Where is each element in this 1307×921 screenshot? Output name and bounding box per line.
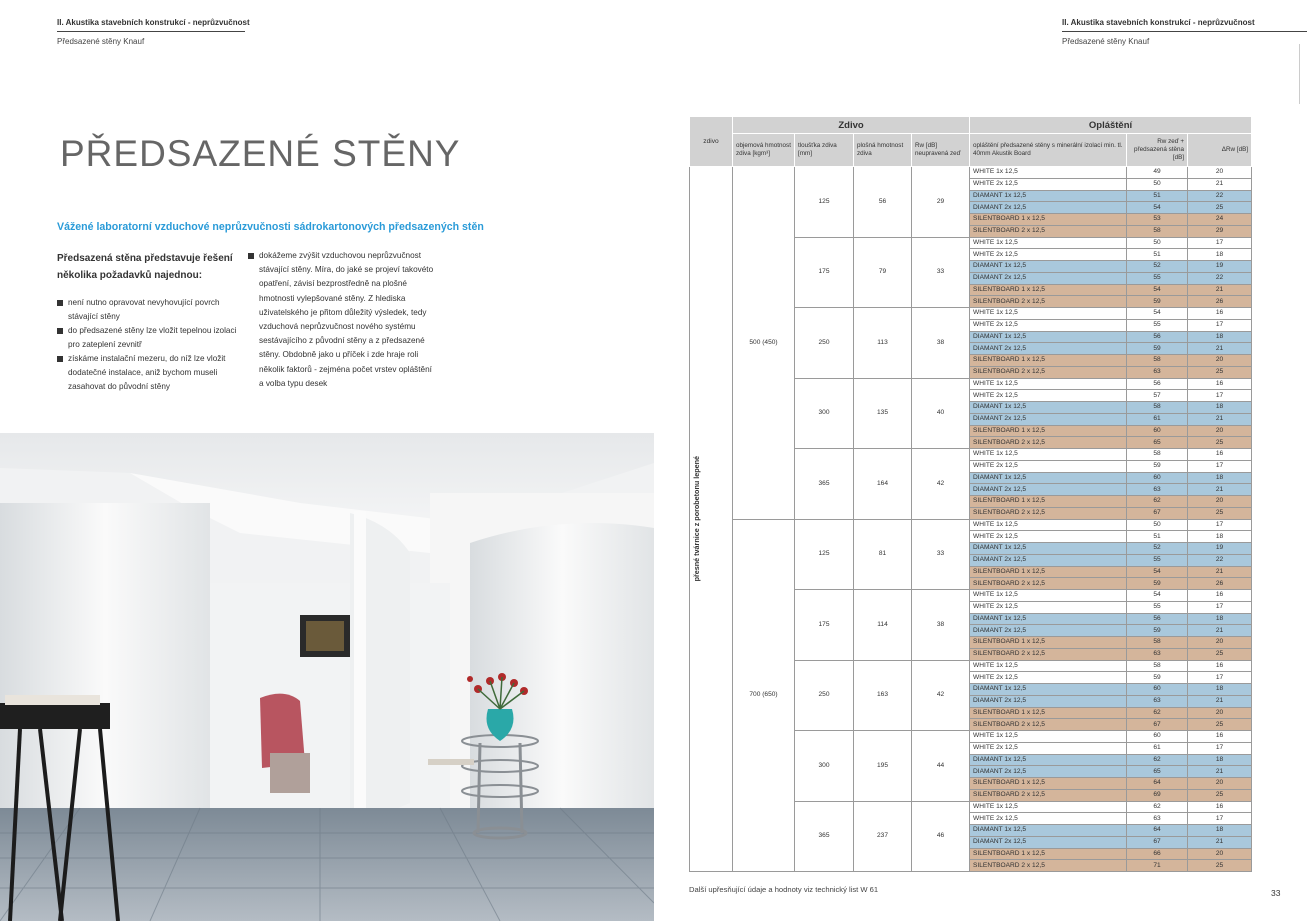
delta-cell: 25 — [1188, 648, 1252, 660]
delta-cell: 20 — [1188, 707, 1252, 719]
delta-cell: 22 — [1188, 272, 1252, 284]
mass-cell: 114 — [854, 590, 912, 661]
rw-total-cell: 58 — [1127, 637, 1188, 649]
panel-cell: DIAMANT 1x 12,5 — [970, 331, 1127, 343]
rw-total-cell: 62 — [1127, 801, 1188, 813]
rw-total-cell: 59 — [1127, 672, 1188, 684]
delta-cell: 21 — [1188, 695, 1252, 707]
right-header-subsection: Předsazené stěny Knauf — [1062, 37, 1150, 46]
delta-cell: 20 — [1188, 637, 1252, 649]
right-header-section: II. Akustika stavebních konstrukcí - neprůzvučnost — [1062, 18, 1255, 27]
lede-text: Předsazená stěna představuje řešení několika požadavků najednou: — [57, 253, 233, 281]
left-header-section: II. Akustika stavebních konstrukcí - neprůzvučnost — [57, 18, 250, 27]
rw-total-cell: 50 — [1127, 519, 1188, 531]
mass-cell: 163 — [854, 660, 912, 731]
delta-cell: 17 — [1188, 742, 1252, 754]
delta-cell: 17 — [1188, 237, 1252, 249]
mass-cell: 164 — [854, 449, 912, 520]
rw-total-cell: 60 — [1127, 425, 1188, 437]
list-item: do předsazené stěny lze vložit tepelnou izolaci pro zateplení zevnitř — [57, 324, 247, 352]
col-density: objemová hmotnost zdiva [kgm³] — [733, 134, 795, 167]
delta-cell: 25 — [1188, 860, 1252, 872]
delta-cell: 16 — [1188, 378, 1252, 390]
group-oplasteni: Opláštění — [970, 117, 1252, 134]
panel-cell: SILENTBOARD 2 x 12,5 — [970, 648, 1127, 660]
panel-cell: DIAMANT 1x 12,5 — [970, 825, 1127, 837]
mass-cell: 79 — [854, 237, 912, 308]
group-zdivo: Zdivo — [733, 117, 970, 134]
rw-total-cell: 64 — [1127, 778, 1188, 790]
footnote: Další upřesňující údaje a hodnoty viz technický list W 61 — [689, 885, 879, 894]
delta-cell: 21 — [1188, 343, 1252, 355]
delta-cell: 19 — [1188, 543, 1252, 555]
panel-cell: WHITE 1x 12,5 — [970, 519, 1127, 531]
panel-cell: DIAMANT 2x 12,5 — [970, 836, 1127, 848]
panel-cell: WHITE 1x 12,5 — [970, 660, 1127, 672]
panel-cell: DIAMANT 1x 12,5 — [970, 402, 1127, 414]
rw-cell: 44 — [912, 731, 970, 802]
rw-total-cell: 54 — [1127, 308, 1188, 320]
col-mass: plošná hmotnost zdiva — [854, 134, 912, 167]
delta-cell: 20 — [1188, 355, 1252, 367]
rw-total-cell: 58 — [1127, 402, 1188, 414]
delta-cell: 18 — [1188, 249, 1252, 261]
panel-cell: WHITE 2x 12,5 — [970, 813, 1127, 825]
delta-cell: 18 — [1188, 472, 1252, 484]
rw-cell: 42 — [912, 449, 970, 520]
rw-total-cell: 52 — [1127, 543, 1188, 555]
mass-cell: 81 — [854, 519, 912, 590]
rw-total-cell: 64 — [1127, 825, 1188, 837]
rw-total-cell: 71 — [1127, 860, 1188, 872]
panel-cell: DIAMANT 2x 12,5 — [970, 695, 1127, 707]
rw-total-cell: 61 — [1127, 413, 1188, 425]
rw-total-cell: 55 — [1127, 319, 1188, 331]
col-rw-total: Rw zeď + předsazená stěna [dB] — [1127, 134, 1188, 167]
thickness-cell: 300 — [795, 731, 854, 802]
delta-cell: 22 — [1188, 554, 1252, 566]
rw-cell: 29 — [912, 167, 970, 238]
delta-cell: 29 — [1188, 225, 1252, 237]
mass-cell: 113 — [854, 308, 912, 379]
panel-cell: WHITE 2x 12,5 — [970, 319, 1127, 331]
rw-total-cell: 51 — [1127, 249, 1188, 261]
page-title: PŘEDSAZENÉ STĚNY — [60, 132, 461, 174]
panel-cell: SILENTBOARD 1 x 12,5 — [970, 496, 1127, 508]
rw-total-cell: 63 — [1127, 695, 1188, 707]
rw-total-cell: 53 — [1127, 214, 1188, 226]
list-item: dokážeme zvýšit vzduchovou neprůzvučnost stávající stěny. Míra, do jaké se projeví takovéto opatření, závisí bezprostředně na plošné hmotnosti vylepšované stěny. Z hlediska uživatelského je přitom důležitý výsledek, tedy vzduchová neprůzvučnost nového systému sestávajícího z původní stěny a z předsazené stěny. Obdobně jako u příček i zde hraje roli několik faktorů - zejména počet vrstev opláštění a volba typu desek — [248, 249, 438, 391]
delta-cell: 24 — [1188, 214, 1252, 226]
panel-cell: SILENTBOARD 1 x 12,5 — [970, 214, 1127, 226]
thickness-cell: 250 — [795, 660, 854, 731]
delta-cell: 25 — [1188, 507, 1252, 519]
rw-total-cell: 59 — [1127, 343, 1188, 355]
delta-cell: 19 — [1188, 261, 1252, 273]
rw-total-cell: 56 — [1127, 378, 1188, 390]
panel-cell: SILENTBOARD 1 x 12,5 — [970, 284, 1127, 296]
delta-cell: 22 — [1188, 190, 1252, 202]
table-body — [690, 167, 1252, 872]
rw-total-cell: 62 — [1127, 496, 1188, 508]
delta-cell: 21 — [1188, 178, 1252, 190]
panel-cell: WHITE 1x 12,5 — [970, 167, 1127, 179]
delta-cell: 18 — [1188, 613, 1252, 625]
thickness-cell: 300 — [795, 378, 854, 449]
delta-cell: 20 — [1188, 425, 1252, 437]
delta-cell: 16 — [1188, 660, 1252, 672]
rw-total-cell: 56 — [1127, 613, 1188, 625]
delta-cell: 25 — [1188, 437, 1252, 449]
col-delta: ΔRw [dB] — [1188, 134, 1252, 167]
rw-total-cell: 60 — [1127, 684, 1188, 696]
panel-cell: SILENTBOARD 2 x 12,5 — [970, 366, 1127, 378]
panel-cell: DIAMANT 1x 12,5 — [970, 754, 1127, 766]
right-margin-rule — [1299, 44, 1300, 104]
panel-cell: DIAMANT 1x 12,5 — [970, 684, 1127, 696]
delta-cell: 17 — [1188, 601, 1252, 613]
panel-cell: WHITE 1x 12,5 — [970, 378, 1127, 390]
thickness-cell: 125 — [795, 167, 854, 238]
rw-total-cell: 59 — [1127, 625, 1188, 637]
delta-cell: 21 — [1188, 284, 1252, 296]
rw-total-cell: 67 — [1127, 836, 1188, 848]
delta-cell: 26 — [1188, 578, 1252, 590]
panel-cell: WHITE 1x 12,5 — [970, 308, 1127, 320]
rw-total-cell: 60 — [1127, 472, 1188, 484]
rw-cell: 46 — [912, 801, 970, 872]
rw-cell: 42 — [912, 660, 970, 731]
rw-total-cell: 67 — [1127, 719, 1188, 731]
delta-cell: 20 — [1188, 496, 1252, 508]
delta-cell: 18 — [1188, 531, 1252, 543]
delta-cell: 16 — [1188, 731, 1252, 743]
panel-cell: DIAMANT 1x 12,5 — [970, 472, 1127, 484]
thickness-cell: 125 — [795, 519, 854, 590]
panel-cell: SILENTBOARD 1 x 12,5 — [970, 637, 1127, 649]
density-cell: 500 (450) — [733, 167, 795, 520]
delta-cell: 21 — [1188, 766, 1252, 778]
table-row — [690, 167, 1252, 179]
mass-cell: 237 — [854, 801, 912, 872]
panel-cell: WHITE 2x 12,5 — [970, 460, 1127, 472]
delta-cell: 17 — [1188, 390, 1252, 402]
rw-total-cell: 60 — [1127, 731, 1188, 743]
rw-total-cell: 62 — [1127, 707, 1188, 719]
rw-total-cell: 61 — [1127, 742, 1188, 754]
delta-cell: 26 — [1188, 296, 1252, 308]
panel-cell: DIAMANT 2x 12,5 — [970, 625, 1127, 637]
rw-total-cell: 58 — [1127, 355, 1188, 367]
wall-type-label: přesné tvárnice z porobetonu lepené — [692, 456, 701, 582]
thickness-cell: 175 — [795, 590, 854, 661]
panel-cell: WHITE 2x 12,5 — [970, 601, 1127, 613]
delta-cell: 16 — [1188, 449, 1252, 461]
rw-total-cell: 55 — [1127, 272, 1188, 284]
rw-total-cell: 59 — [1127, 578, 1188, 590]
panel-cell: DIAMANT 1x 12,5 — [970, 543, 1127, 555]
rw-total-cell: 55 — [1127, 601, 1188, 613]
density-cell: 700 (650) — [733, 519, 795, 872]
delta-cell: 18 — [1188, 825, 1252, 837]
rw-total-cell: 58 — [1127, 225, 1188, 237]
panel-cell: DIAMANT 1x 12,5 — [970, 190, 1127, 202]
panel-cell: SILENTBOARD 1 x 12,5 — [970, 566, 1127, 578]
rw-total-cell: 55 — [1127, 554, 1188, 566]
rw-total-cell: 63 — [1127, 366, 1188, 378]
panel-cell: WHITE 2x 12,5 — [970, 531, 1127, 543]
delta-cell: 25 — [1188, 202, 1252, 214]
thickness-cell: 365 — [795, 801, 854, 872]
panel-cell: DIAMANT 2x 12,5 — [970, 554, 1127, 566]
panel-cell: SILENTBOARD 2 x 12,5 — [970, 296, 1127, 308]
panel-cell: DIAMANT 2x 12,5 — [970, 202, 1127, 214]
rw-cell: 33 — [912, 519, 970, 590]
rw-total-cell: 56 — [1127, 331, 1188, 343]
interior-photo — [0, 433, 654, 921]
delta-cell: 21 — [1188, 836, 1252, 848]
rw-total-cell: 51 — [1127, 531, 1188, 543]
delta-cell: 16 — [1188, 801, 1252, 813]
panel-cell: SILENTBOARD 1 x 12,5 — [970, 707, 1127, 719]
panel-cell: SILENTBOARD 2 x 12,5 — [970, 578, 1127, 590]
panel-cell: SILENTBOARD 2 x 12,5 — [970, 860, 1127, 872]
rw-cell: 38 — [912, 308, 970, 379]
thickness-cell: 250 — [795, 308, 854, 379]
panel-cell: SILENTBOARD 2 x 12,5 — [970, 719, 1127, 731]
delta-cell: 17 — [1188, 813, 1252, 825]
delta-cell: 20 — [1188, 167, 1252, 179]
rw-total-cell: 52 — [1127, 261, 1188, 273]
delta-cell: 21 — [1188, 566, 1252, 578]
panel-cell: DIAMANT 2x 12,5 — [970, 343, 1127, 355]
delta-cell: 25 — [1188, 719, 1252, 731]
delta-cell: 17 — [1188, 319, 1252, 331]
section-subtitle: Vážené laboratorní vzduchové neprůzvučnosti sádrokartonových předsazených stěn — [57, 221, 484, 233]
col-thickness: tloušťka zdiva [mm] — [795, 134, 854, 167]
acoustic-table — [689, 116, 1252, 872]
list-item: není nutno opravovat nevyhovující povrch stávající stěny — [57, 296, 247, 324]
bullet-list-right — [248, 249, 438, 391]
rw-total-cell: 66 — [1127, 848, 1188, 860]
panel-cell: WHITE 1x 12,5 — [970, 590, 1127, 602]
panel-cell: WHITE 2x 12,5 — [970, 390, 1127, 402]
rw-total-cell: 63 — [1127, 813, 1188, 825]
right-header-rule — [1062, 31, 1307, 32]
delta-cell: 17 — [1188, 519, 1252, 531]
rw-total-cell: 54 — [1127, 590, 1188, 602]
rw-total-cell: 63 — [1127, 648, 1188, 660]
list-item: získáme instalační mezeru, do níž lze vložit dodatečné instalace, aniž bychom museli zasahovat do původní stěny — [57, 352, 247, 394]
panel-cell: SILENTBOARD 2 x 12,5 — [970, 225, 1127, 237]
delta-cell: 20 — [1188, 778, 1252, 790]
rw-total-cell: 51 — [1127, 190, 1188, 202]
panel-cell: DIAMANT 2x 12,5 — [970, 272, 1127, 284]
panel-cell: WHITE 1x 12,5 — [970, 801, 1127, 813]
panel-cell: DIAMANT 1x 12,5 — [970, 613, 1127, 625]
panel-cell: WHITE 2x 12,5 — [970, 672, 1127, 684]
panel-cell: WHITE 2x 12,5 — [970, 742, 1127, 754]
panel-cell: SILENTBOARD 2 x 12,5 — [970, 437, 1127, 449]
wall-type-cell — [690, 167, 733, 872]
mass-cell: 195 — [854, 731, 912, 802]
delta-cell: 17 — [1188, 672, 1252, 684]
rw-total-cell: 49 — [1127, 167, 1188, 179]
rw-total-cell: 63 — [1127, 484, 1188, 496]
rw-cell: 38 — [912, 590, 970, 661]
mass-cell: 56 — [854, 167, 912, 238]
panel-cell: WHITE 1x 12,5 — [970, 731, 1127, 743]
delta-cell: 25 — [1188, 366, 1252, 378]
rw-total-cell: 54 — [1127, 566, 1188, 578]
delta-cell: 21 — [1188, 484, 1252, 496]
panel-cell: WHITE 2x 12,5 — [970, 249, 1127, 261]
left-header-rule — [57, 31, 245, 32]
rw-total-cell: 62 — [1127, 754, 1188, 766]
rw-total-cell: 54 — [1127, 284, 1188, 296]
rw-total-cell: 67 — [1127, 507, 1188, 519]
panel-cell: SILENTBOARD 2 x 12,5 — [970, 507, 1127, 519]
delta-cell: 18 — [1188, 331, 1252, 343]
panel-cell: DIAMANT 2x 12,5 — [970, 484, 1127, 496]
panel-cell: DIAMANT 2x 12,5 — [970, 766, 1127, 778]
rw-total-cell: 50 — [1127, 178, 1188, 190]
delta-cell: 16 — [1188, 308, 1252, 320]
panel-cell: SILENTBOARD 1 x 12,5 — [970, 848, 1127, 860]
delta-cell: 17 — [1188, 460, 1252, 472]
table-row — [690, 519, 1252, 531]
col-panels: opláštění předsazené stěny s minerální izolací min. tl. 40mm Akustik Board — [970, 134, 1127, 167]
delta-cell: 25 — [1188, 789, 1252, 801]
rw-cell: 33 — [912, 237, 970, 308]
rw-total-cell: 50 — [1127, 237, 1188, 249]
rw-total-cell: 58 — [1127, 660, 1188, 672]
page-number: 33 — [1271, 888, 1281, 898]
panel-cell: SILENTBOARD 1 x 12,5 — [970, 355, 1127, 367]
rw-total-cell: 57 — [1127, 390, 1188, 402]
panel-cell: SILENTBOARD 1 x 12,5 — [970, 425, 1127, 437]
mass-cell: 135 — [854, 378, 912, 449]
rw-total-cell: 54 — [1127, 202, 1188, 214]
delta-cell: 18 — [1188, 402, 1252, 414]
col-rw: Rw [dB] neupravená zeď — [912, 134, 970, 167]
panel-cell: DIAMANT 1x 12,5 — [970, 261, 1127, 273]
left-header-subsection: Předsazené stěny Knauf — [57, 37, 145, 46]
panel-cell: WHITE 1x 12,5 — [970, 237, 1127, 249]
panel-cell: WHITE 1x 12,5 — [970, 449, 1127, 461]
col-zdivo: zdivo — [690, 117, 733, 167]
delta-cell: 18 — [1188, 684, 1252, 696]
delta-cell: 21 — [1188, 413, 1252, 425]
delta-cell: 21 — [1188, 625, 1252, 637]
rw-total-cell: 59 — [1127, 296, 1188, 308]
rw-total-cell: 59 — [1127, 460, 1188, 472]
panel-cell: SILENTBOARD 2 x 12,5 — [970, 789, 1127, 801]
rw-total-cell: 65 — [1127, 437, 1188, 449]
delta-cell: 18 — [1188, 754, 1252, 766]
panel-cell: DIAMANT 2x 12,5 — [970, 413, 1127, 425]
bullet-list-left — [57, 296, 247, 394]
rw-total-cell: 69 — [1127, 789, 1188, 801]
rw-cell: 40 — [912, 378, 970, 449]
thickness-cell: 365 — [795, 449, 854, 520]
panel-cell: WHITE 2x 12,5 — [970, 178, 1127, 190]
rw-total-cell: 65 — [1127, 766, 1188, 778]
delta-cell: 16 — [1188, 590, 1252, 602]
thickness-cell: 175 — [795, 237, 854, 308]
rw-total-cell: 58 — [1127, 449, 1188, 461]
delta-cell: 20 — [1188, 848, 1252, 860]
panel-cell: SILENTBOARD 1 x 12,5 — [970, 778, 1127, 790]
